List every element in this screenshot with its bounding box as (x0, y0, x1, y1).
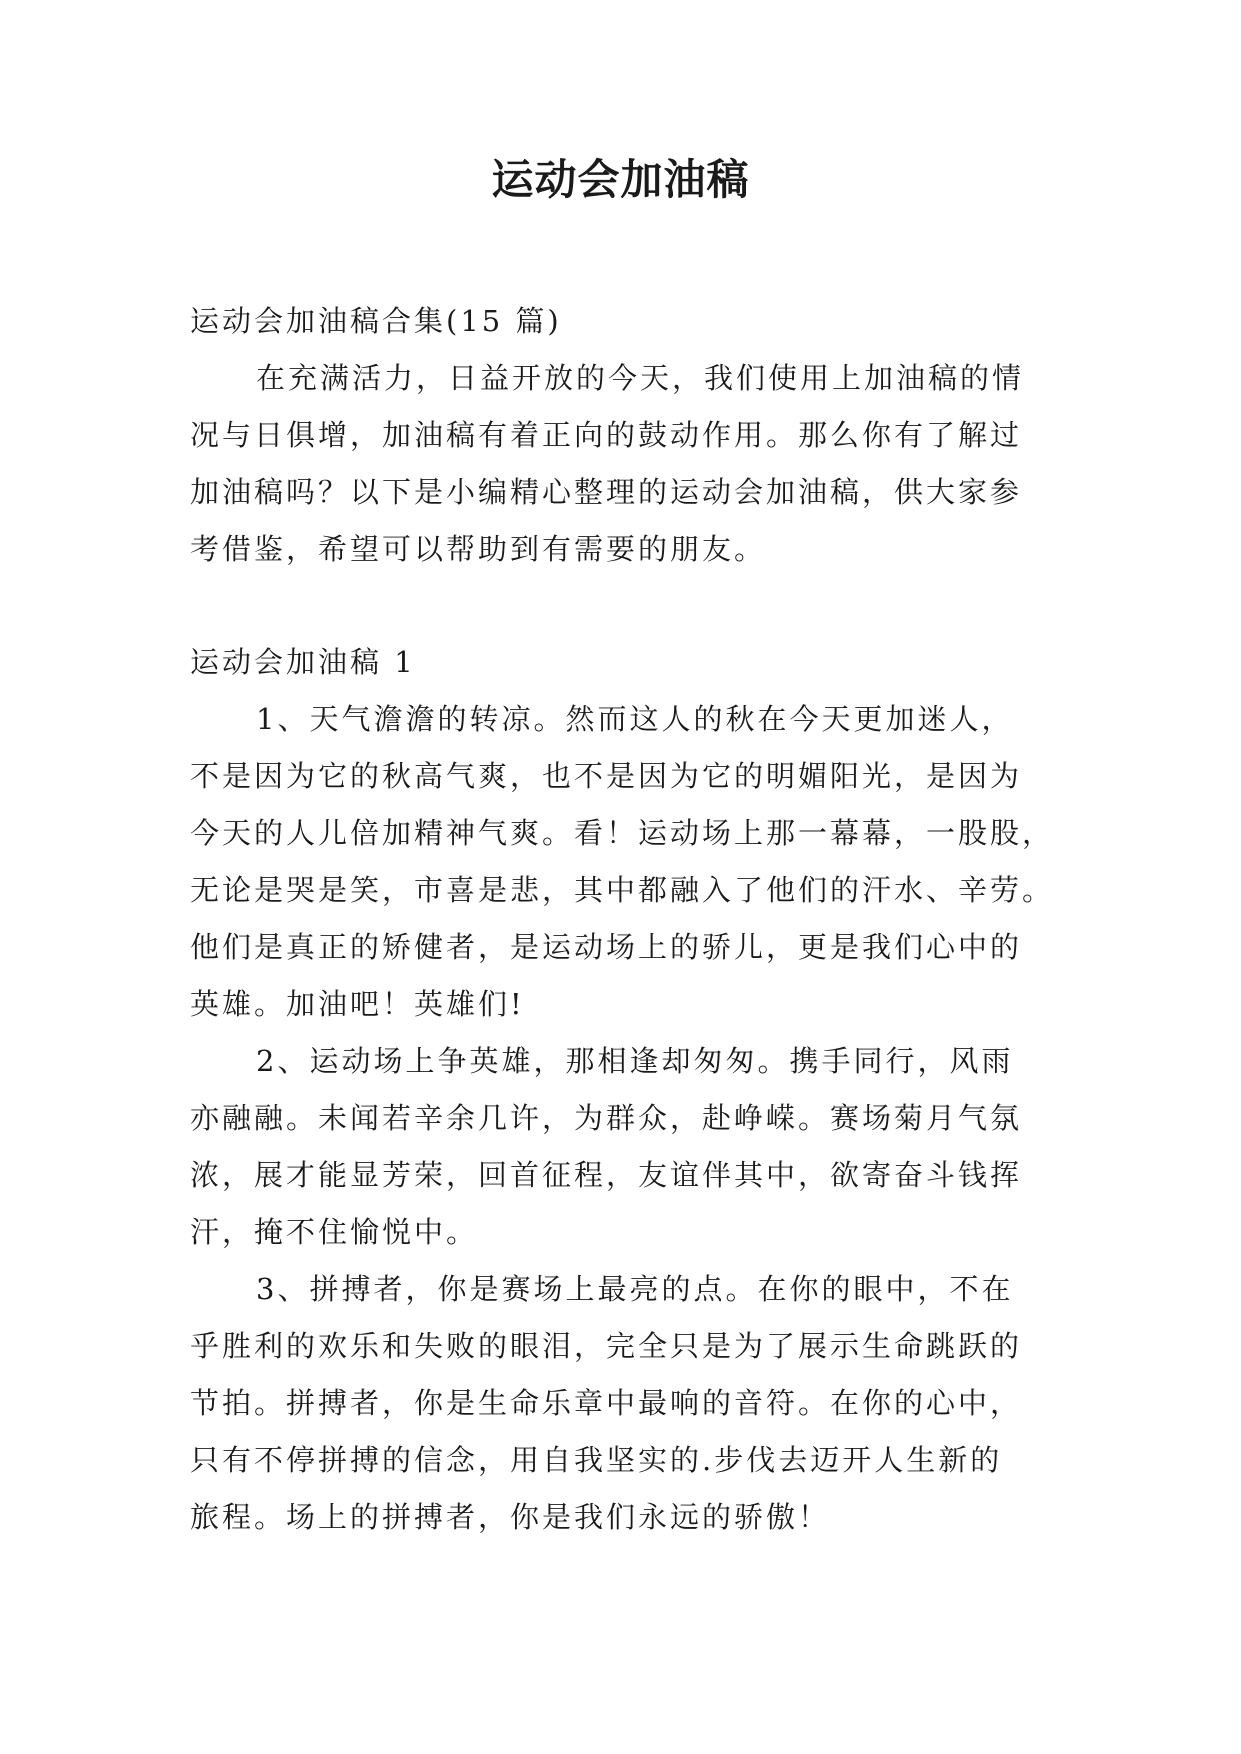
section-heading: 运动会加油稿 1 (190, 645, 416, 679)
text-line: 亦融融。未闻若辛余几许，为群众，赴峥嵘。赛场菊月气氛 (190, 1101, 1023, 1135)
collection-heading: 运动会加油稿合集(15 篇) (190, 304, 562, 338)
text-line: 旅程。场上的拼搏者，你是我们永远的骄傲！ (190, 1500, 831, 1534)
text-line: 今天的人儿倍加精神气爽。看！运动场上那一幕幕，一股股， (190, 816, 1055, 850)
text-line: 加油稿吗？以下是小编精心整理的运动会加油稿，供大家参 (190, 475, 1023, 509)
text-line: 3、拼搏者，你是赛场上最亮的点。在你的眼中，不在 (256, 1272, 1014, 1306)
text-line: 乎胜利的欢乐和失败的眼泪，完全只是为了展示生命跳跃的 (190, 1329, 1023, 1363)
text-line: 浓，展才能显芳荣，回首征程，友谊伴其中，欲寄奋斗钱挥 (190, 1158, 1023, 1192)
text-line: 只有不停拼搏的信念，用自我坚实的.步伐去迈开人生新的 (190, 1443, 1003, 1477)
paragraph-1 (190, 691, 1055, 1033)
text-line: 1、天气澹澹的转凉。然而这人的秋在今天更加迷人， (256, 702, 1014, 736)
paragraph-2 (190, 1033, 1052, 1261)
text-line: 在充满活力，日益开放的今天，我们使用上加油稿的情 (256, 361, 1025, 395)
text-line: 汗，掩不住愉悦中。 (190, 1215, 479, 1249)
text-line: 考借鉴，希望可以帮助到有需要的朋友。 (190, 532, 767, 566)
document-body (190, 293, 1055, 1546)
text-line: 况与日俱增，加油稿有着正向的鼓动作用。那么你有了解过 (190, 418, 1023, 452)
document-title: 运动会加油稿 (491, 155, 750, 204)
text-line: 节拍。拼搏者，你是生命乐章中最响的音符。在你的心中， (190, 1386, 1023, 1420)
text-line: 不是因为它的秋高气爽，也不是因为它的明媚阳光，是因为 (190, 759, 1023, 793)
paragraph-3 (190, 1261, 1052, 1546)
text-line: 英雄。加油吧！英雄们! (190, 987, 525, 1021)
intro-paragraph (190, 350, 1052, 578)
text-line: 2、运动场上争英雄，那相逢却匆匆。携手同行，风雨 (256, 1044, 1014, 1078)
paragraph-spacer (190, 578, 1052, 634)
text-line: 他们是真正的矫健者，是运动场上的骄儿，更是我们心中的 (190, 930, 1023, 964)
text-line: 无论是哭是笑，市喜是悲，其中都融入了他们的汗水、辛劳。 (190, 873, 1055, 907)
